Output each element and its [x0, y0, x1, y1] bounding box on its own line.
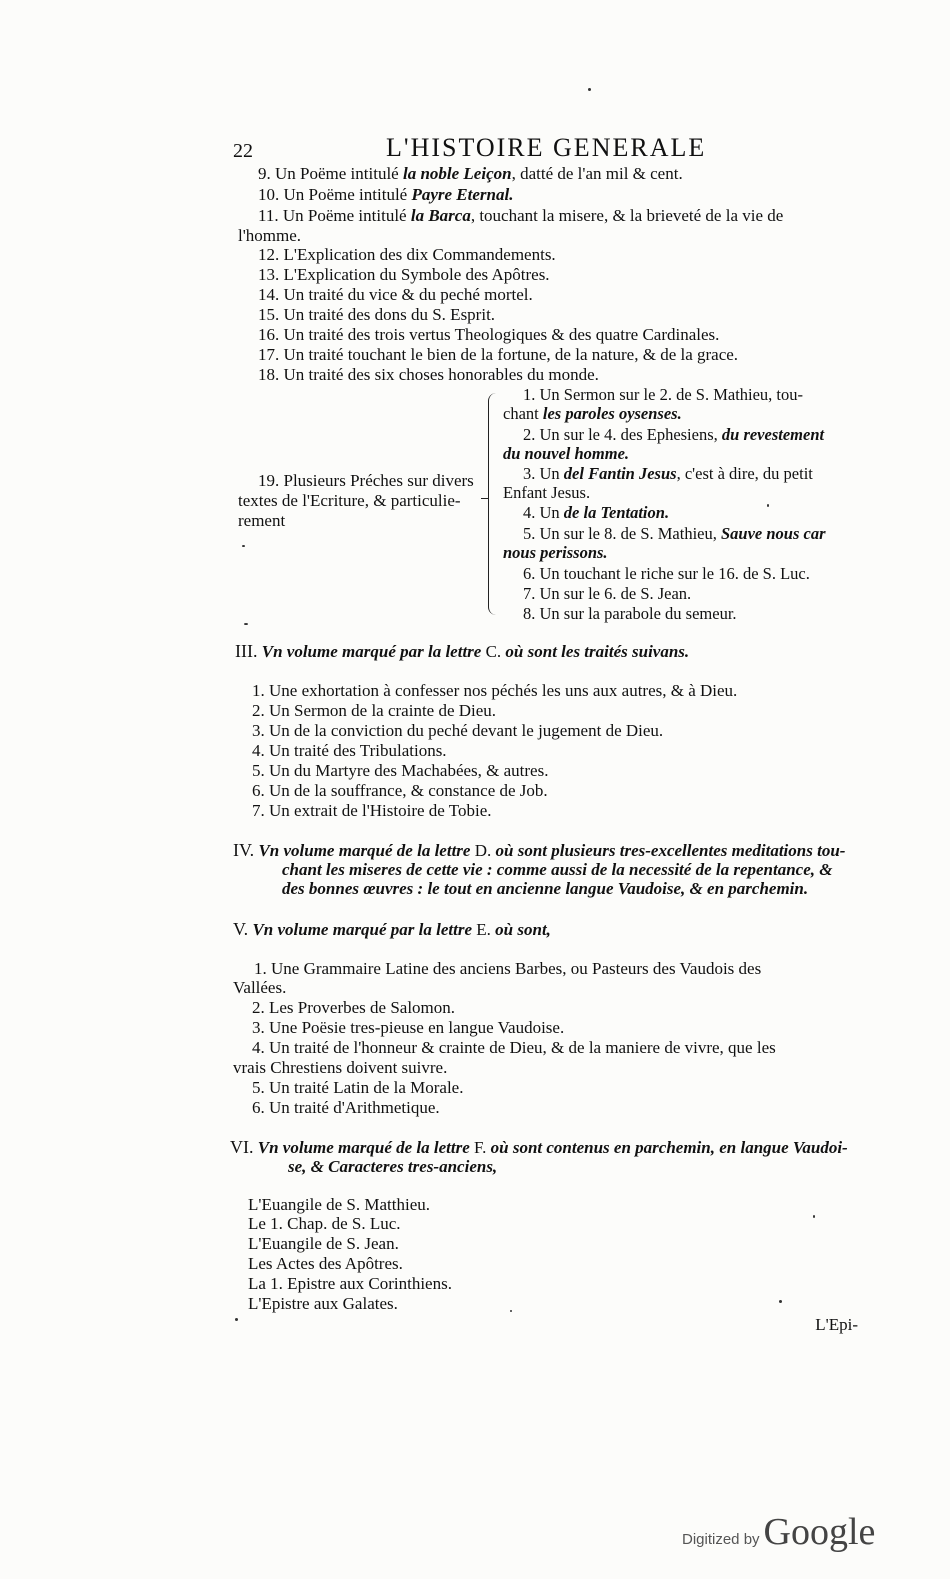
- scan-speck: [779, 1300, 782, 1303]
- list-item: 18. Un traité des six choses honorables du monde.: [258, 365, 599, 384]
- scan-speck: [510, 1310, 512, 1312]
- list-item: 6. Un de la souffrance, & constance de Job.: [252, 781, 548, 800]
- section-heading: III. Vn volume marqué par la lettre C. où sont les traités suivans.: [235, 641, 690, 661]
- sermon-line: chant les paroles oysenses.: [503, 404, 682, 423]
- sermon-line: 5. Un sur le 8. de S. Mathieu, Sauve nous car: [523, 524, 826, 543]
- sermon-line: 8. Un sur la parabole du semeur.: [523, 604, 737, 623]
- list-item: La 1. Epistre aux Corinthiens.: [248, 1274, 452, 1293]
- list-item: 12. L'Explication des dix Commandements.: [258, 245, 556, 264]
- list-item: 17. Un traité touchant le bien de la fortune, de la nature, & de la grace.: [258, 345, 739, 364]
- catchword: L'Epi-: [815, 1315, 858, 1334]
- sermon-line: 1. Un Sermon sur le 2. de S. Mathieu, tou-: [523, 385, 804, 404]
- scan-speck: [813, 1215, 815, 1218]
- sermon-line: 4. Un de la Tentation.: [523, 503, 670, 522]
- list-item: 11. Un Poëme intitulé la Barca, touchant la misere, & la brieveté de la vie de: [258, 206, 784, 225]
- section-text: chant les miseres de cette vie : comme aussi de la necessité de la repentance, &: [282, 860, 833, 879]
- google-watermark: Digitized by Google: [682, 1511, 876, 1553]
- list-item: 4. Un traité des Tribulations.: [252, 741, 447, 760]
- scan-speck: [242, 545, 245, 547]
- item-19-line: textes de l'Ecriture, & particulie-: [238, 491, 461, 510]
- list-item: Vallées.: [233, 978, 287, 997]
- list-item: 13. L'Explication du Symbole des Apôtres.: [258, 265, 550, 284]
- list-item: L'Euangile de S. Jean.: [248, 1234, 399, 1253]
- sermon-line: nous perissons.: [503, 543, 608, 562]
- scan-speck: [588, 88, 591, 91]
- list-item: 3. Une Poësie tres-pieuse en langue Vaudoise.: [252, 1018, 565, 1037]
- list-item: 10. Un Poëme intitulé Payre Eternal.: [258, 185, 514, 204]
- sermon-line: 2. Un sur le 4. des Ephesiens, du revestement: [523, 425, 825, 444]
- list-item: Les Actes des Apôtres.: [248, 1254, 403, 1273]
- list-item: vrais Chrestiens doivent suivre.: [233, 1058, 448, 1077]
- scan-speck: [767, 504, 769, 507]
- list-item: L'Euangile de S. Matthieu.: [248, 1195, 430, 1214]
- list-item: 5. Un du Martyre des Machabées, & autres.: [252, 761, 549, 780]
- curly-brace: [488, 393, 498, 615]
- item-19-line: rement: [238, 511, 286, 530]
- list-item: 1. Une exhortation à confesser nos péchés les uns aux autres, & à Dieu.: [252, 681, 738, 700]
- section-heading: VI. Vn volume marqué de la lettre F. où sont contenus en parchemin, en langue Vaudoi-: [230, 1137, 848, 1157]
- section-heading: V. Vn volume marqué par la lettre E. où sont,: [233, 919, 551, 939]
- list-item: 5. Un traité Latin de la Morale.: [252, 1078, 464, 1097]
- sermon-line: 6. Un touchant le riche sur le 16. de S. Luc.: [523, 564, 810, 583]
- list-item: 4. Un traité de l'honneur & crainte de Dieu, & de la maniere de vivre, que les: [252, 1038, 776, 1057]
- list-item: 15. Un traité des dons du S. Esprit.: [258, 305, 496, 324]
- list-item: 1. Une Grammaire Latine des anciens Barbes, ou Pasteurs des Vaudois des: [254, 959, 762, 978]
- list-item: 2. Un Sermon de la crainte de Dieu.: [252, 701, 497, 720]
- section-text: des bonnes œuvres : le tout en ancienne langue Vaudoise, & en parchemin.: [282, 879, 809, 898]
- sermon-line: Enfant Jesus.: [503, 483, 591, 502]
- list-item: 9. Un Poëme intitulé la noble Leiçon, datté de l'an mil & cent.: [258, 164, 683, 183]
- page-title: L'HISTOIRE GENERALE: [386, 133, 707, 162]
- section-heading: IV. Vn volume marqué de la lettre D. où sont plusieurs tres-excellentes meditations tou-: [233, 840, 846, 860]
- item-19-line: 19. Plusieurs Préches sur divers: [258, 471, 474, 490]
- list-item: L'Epistre aux Galates.: [248, 1294, 398, 1313]
- list-item: l'homme.: [238, 226, 302, 245]
- list-item: 7. Un extrait de l'Histoire de Tobie.: [252, 801, 492, 820]
- section-text: se, & Caracteres tres-anciens,: [288, 1157, 498, 1176]
- list-item: 16. Un traité des trois vertus Theologiques & des quatre Cardinales.: [258, 325, 720, 344]
- list-item: 3. Un de la conviction du peché devant le jugement de Dieu.: [252, 721, 664, 740]
- sermon-line: 3. Un del Fantin Jesus, c'est à dire, du petit: [523, 464, 813, 483]
- list-item: 6. Un traité d'Arithmetique.: [252, 1098, 440, 1117]
- list-item: 2. Les Proverbes de Salomon.: [252, 998, 456, 1017]
- list-item: 14. Un traité du vice & du peché mortel.: [258, 285, 533, 304]
- list-item: Le 1. Chap. de S. Luc.: [248, 1214, 401, 1233]
- sermon-line: 7. Un sur le 6. de S. Jean.: [523, 584, 692, 603]
- scan-speck: [235, 1318, 238, 1321]
- scan-speck: [244, 623, 248, 625]
- page-number: 22: [233, 140, 253, 162]
- brace-tip: [481, 498, 489, 507]
- sermon-line: du nouvel homme.: [503, 444, 630, 463]
